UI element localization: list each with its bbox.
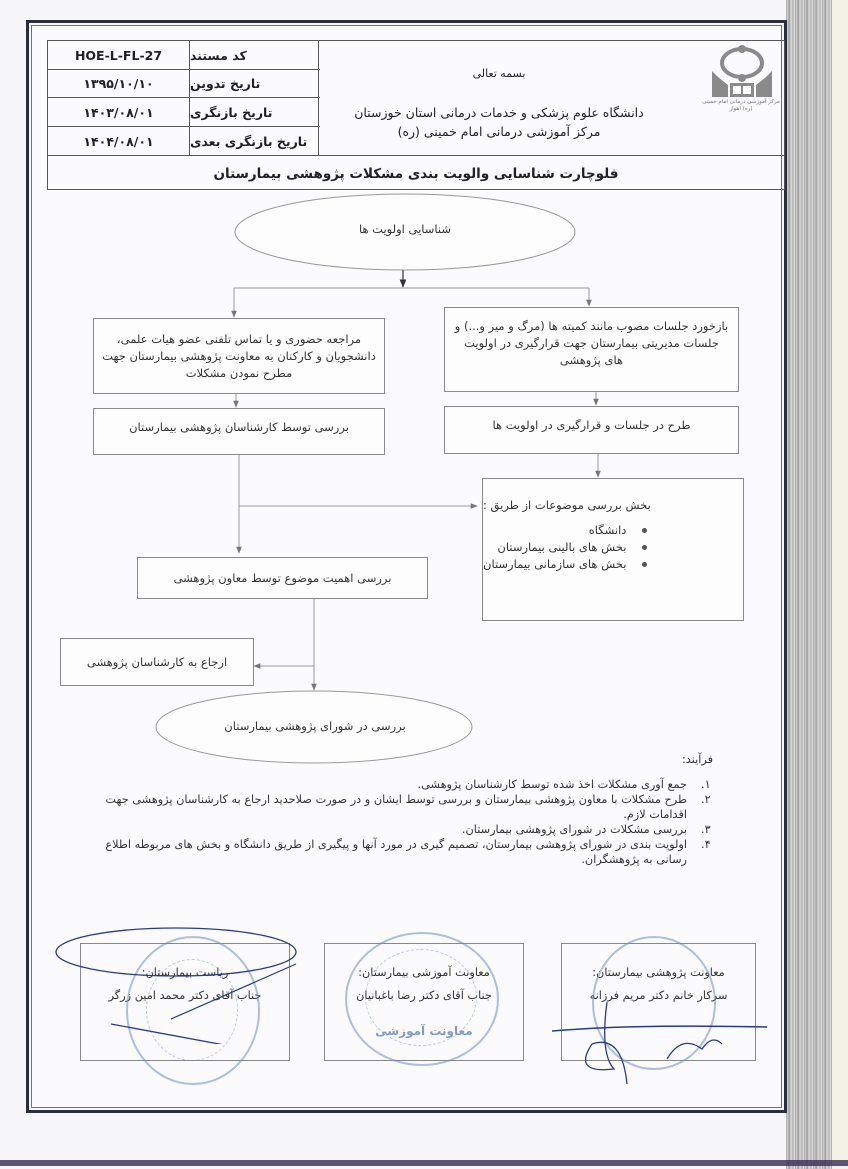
compiled-date-label: تاریخ تدوین <box>190 69 319 97</box>
hospital-logo-icon <box>698 41 786 101</box>
stamp-inner-ring <box>365 949 477 1046</box>
signature-hospital-head <box>80 943 290 1061</box>
document-header-table <box>47 40 785 190</box>
referral-box: ارجاع به کارشناسان پژوهشی <box>60 638 254 686</box>
signature-name: جناب آقای دکتر رضا باغبانیان <box>356 989 492 1002</box>
row-next-review-date <box>48 127 320 156</box>
process-step: ۳. بررسی مشکلات در شورای پژوهشی بیمارستان. <box>461 823 711 836</box>
header-center <box>319 41 679 155</box>
process-heading: فرآیند: <box>681 753 713 766</box>
importance-review-box: بررسی اهمیت موضوع توسط معاون پژوهشی <box>137 557 428 599</box>
next-review-date-label: تاریخ بازنگری بعدی <box>190 127 319 155</box>
row-document-code <box>48 41 320 70</box>
process-step: ۲. طرح مشکلات با معاون پژوهشی بیمارستان و بررسی توسط ایشان و در صورت صلاحدید ارجاع به کارشناسان پژوهشی جهت اقدامات لازم. <box>105 793 711 821</box>
left-step-1: مراجعه حضوری و یا تماس تلفنی عضو هیات علمی، دانشجویان و کارکنان به معاونت پژوهشی بیمارستان جهت مطرح نمودن مشکلات <box>93 318 385 394</box>
university-name: دانشگاه علوم پزشکی و خدمات درمانی استان خوزستان <box>354 105 644 120</box>
end-label: بررسی در شورای پژوهشی بیمارستان <box>224 719 406 733</box>
signature-name: جناب آقای دکتر محمد امین زرگر <box>108 989 262 1002</box>
document-title: فلوچارت شناسایی والویت بندی مشکلات پژوهشی بیمارستان <box>48 155 784 191</box>
logo-caption: مرکز آموزشی درمانی امام خمینی (ره) اهواز <box>702 99 780 112</box>
review-source-item: بخش های سازمانی بیمارستان <box>483 556 647 573</box>
process-steps <box>95 777 713 867</box>
signature-role: ریاست بیمارستان: <box>141 966 229 979</box>
document-code-label: کد مستند <box>190 41 319 69</box>
right-step-2: طرح در جلسات و قرارگیری در اولویت ها <box>444 406 739 454</box>
row-review-date <box>48 98 320 127</box>
bullet-icon <box>642 562 647 567</box>
basmala: بسمه تعالی <box>472 67 526 80</box>
review-sources-list <box>483 522 647 573</box>
review-date-label: تاریخ بازنگری <box>190 98 319 126</box>
signature-name: سرکار خانم دکتر مریم فرزانه <box>589 989 728 1002</box>
scan-bottom-edge <box>0 1160 848 1166</box>
left-step-2: بررسی توسط کارشناسان پژوهشی بیمارستان <box>93 408 385 455</box>
next-review-date-value: ۱۴۰۴/۰۸/۰۱ <box>48 127 190 155</box>
review-source-item: دانشگاه <box>483 522 647 539</box>
document-code-value: HOE-L-FL-27 <box>48 41 190 69</box>
signature-education-deputy <box>324 943 524 1061</box>
stamp-text: معاونت آموزشی <box>375 1024 473 1038</box>
process-step: ۱. جمع آوری مشکلات اخذ شده توسط کارشناسان پژوهشی. <box>417 778 711 791</box>
review-source-item: بخش های بالینی بیمارستان <box>483 539 647 556</box>
review-date-value: ۱۴۰۳/۰۸/۰۱ <box>48 98 190 126</box>
handwritten-signature-icon <box>51 924 311 1044</box>
review-sources-box <box>482 478 744 621</box>
bullet-icon <box>642 545 647 550</box>
bullet-icon <box>642 528 647 533</box>
row-compiled-date <box>48 69 320 98</box>
signature-role: معاونت آموزشی بیمارستان: <box>358 966 490 979</box>
right-step-1: بازخورد جلسات مصوب مانند کمیته ها (مرگ و میر و...) و جلسات مدیریتی بیمارستان جهت قرارگیری در اولویت های پژوهشی <box>444 307 739 392</box>
process-step: ۴. اولویت بندی در شورای پژوهشی بیمارستان، تصمیم گیری در مورد آنها و پیگیری از طریق دانشگاه و بخش های مربوطه اطلاع رسانی به پژوهشگران. <box>105 838 711 866</box>
signature-research-deputy <box>561 943 756 1061</box>
signature-role: معاونت پژوهشی بیمارستان: <box>592 966 725 979</box>
process-section <box>95 752 713 867</box>
review-sources-heading: بخش بررسی موضوعات از طریق : <box>483 498 651 512</box>
center-name: مرکز آموزشی درمانی امام خمینی (ره) <box>397 124 601 139</box>
scan-margin <box>832 0 848 1169</box>
scan-artifact-strip <box>786 0 832 1169</box>
handwritten-signature-icon <box>552 994 772 1084</box>
start-label: شناسایی اولویت ها <box>358 222 452 236</box>
compiled-date-value: ۱۳۹۵/۱۰/۱۰ <box>48 69 190 97</box>
